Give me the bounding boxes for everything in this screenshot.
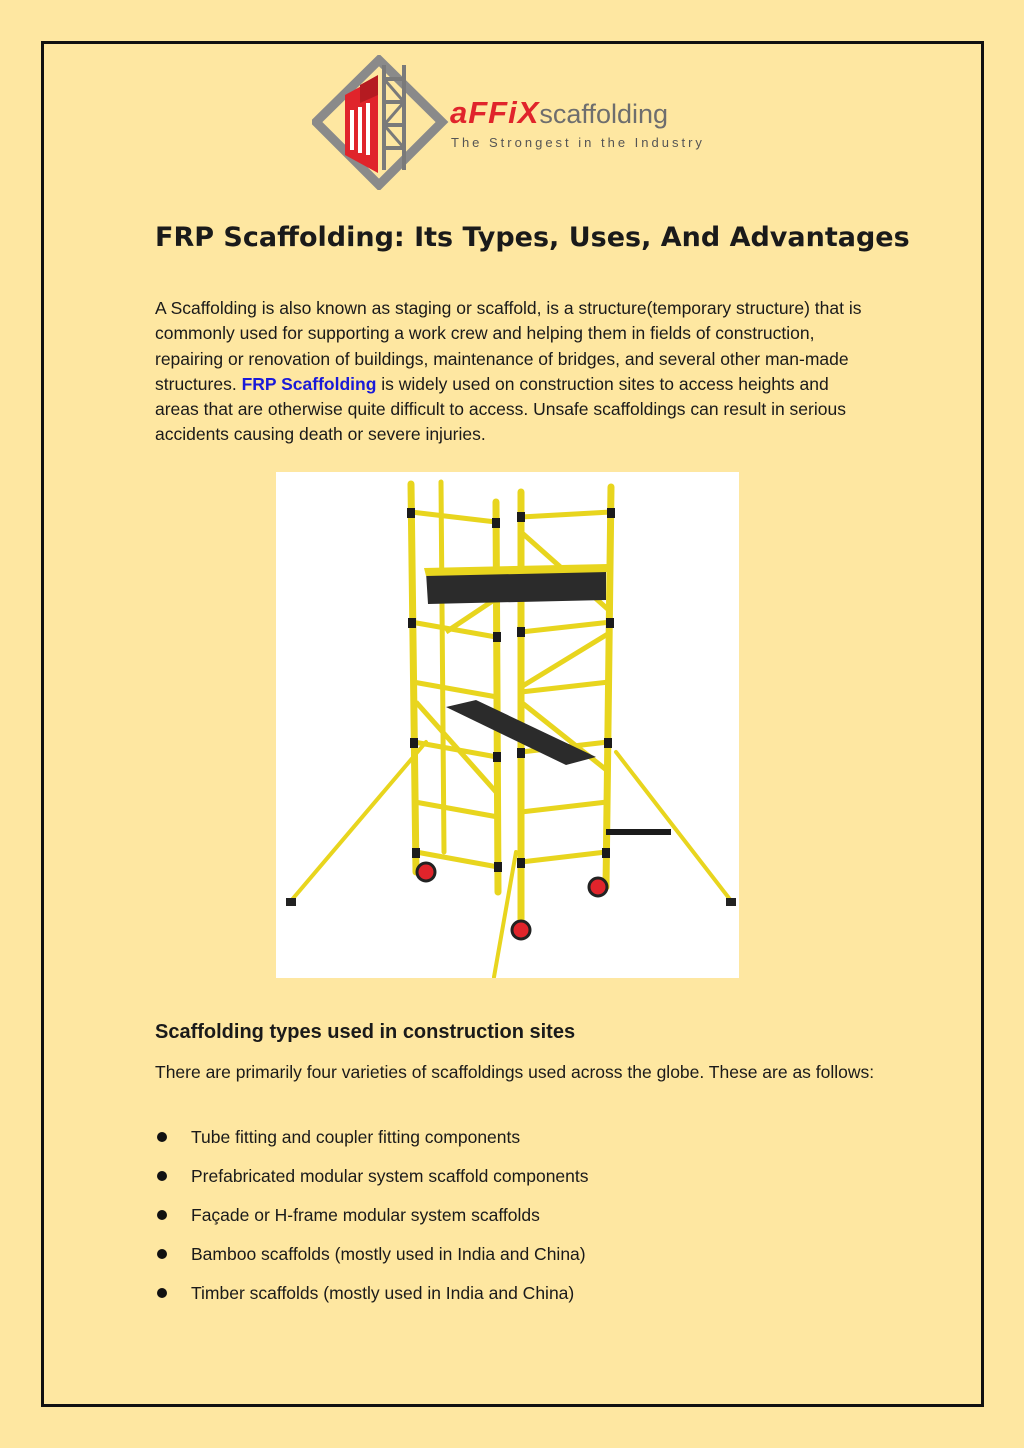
scaffolding-types-list (155, 1124, 875, 1319)
list-item-text: Bamboo scaffolds (mostly used in India and China) (191, 1244, 586, 1264)
bullet-icon (157, 1210, 167, 1220)
brand-name-affix: aFFiX (450, 95, 540, 130)
list-item (155, 1124, 875, 1163)
page-title: FRP Scaffolding: Its Types, Uses, And Advantages (155, 222, 910, 253)
brand-tagline: The Strongest in the Industry (451, 135, 705, 150)
section-heading: Scaffolding types used in construction sites (155, 1021, 576, 1043)
brand-logo[interactable] (312, 55, 722, 190)
brand-name-scaffolding: scaffolding (539, 99, 668, 129)
scaffold-tower-image (276, 472, 739, 978)
logo-mark-icon (312, 55, 452, 190)
list-item (155, 1241, 875, 1280)
intro-text-after: is widely used on construction sites to access heights and areas that are otherwise quite difficult to access. Unsafe scaffoldings can result in serious accidents causing death or severe injuries. (155, 373, 846, 445)
bullet-icon (157, 1132, 167, 1142)
list-item (155, 1202, 875, 1241)
list-item (155, 1163, 875, 1202)
list-item-text: Façade or H-frame modular system scaffolds (191, 1205, 540, 1225)
list-item-text: Prefabricated modular system scaffold components (191, 1166, 589, 1186)
list-item-text: Timber scaffolds (mostly used in India and China) (191, 1283, 575, 1303)
intro-text-before: A Scaffolding is also known as staging or scaffold, is a structure(temporary structure) that is commonly used for supporting a work crew and helping them in fields of construction, repairing or renovation of buildings, maintenance of bridges, and several other man-made structures. (155, 298, 862, 394)
brand-wordmark (450, 95, 668, 132)
bullet-icon (157, 1249, 167, 1259)
intro-paragraph (155, 296, 875, 448)
bullet-icon (157, 1171, 167, 1181)
bullet-icon (157, 1288, 167, 1298)
section-paragraph: There are primarily four varieties of scaffoldings used across the globe. These are as follows: (155, 1062, 875, 1082)
list-item-text: Tube fitting and coupler fitting components (191, 1127, 521, 1147)
list-item (155, 1280, 875, 1319)
frp-scaffolding-link[interactable]: FRP Scaffolding (241, 373, 377, 394)
scaffold-tower-icon (276, 472, 739, 978)
